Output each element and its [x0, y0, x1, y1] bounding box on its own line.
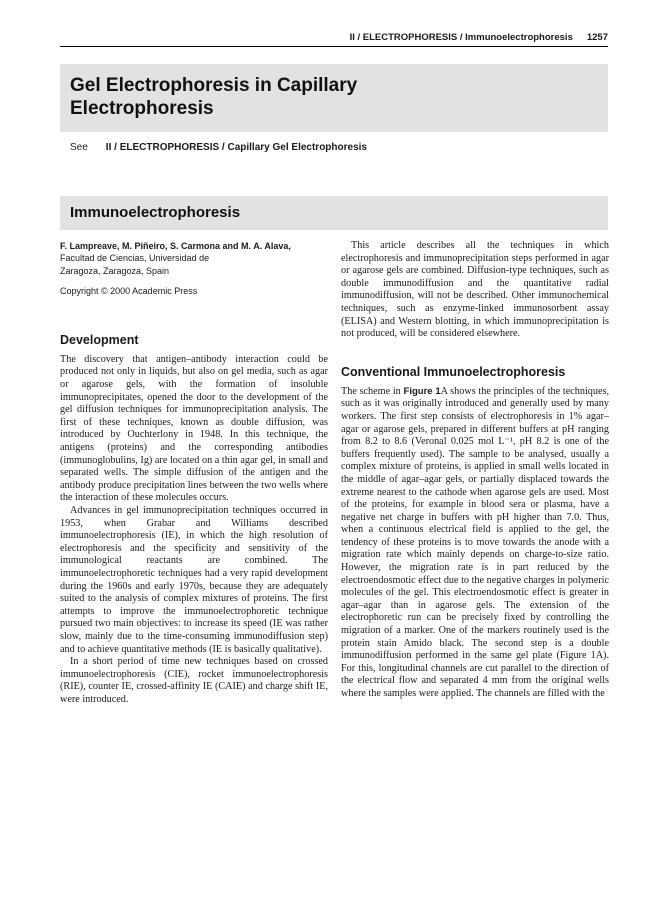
- running-head: [60, 32, 608, 43]
- section-title: Immunoelectrophoresis: [70, 204, 241, 221]
- see-also: [70, 142, 367, 153]
- development-paragraph-3: In a short period of time new techniques based on crossed immunoelectrophoresis (CIE), rocket immunoelectrophoresis (RIE), counter IE, crossed-affinity IE (CAIE) and charge shift IE, were introduced.: [60, 656, 328, 705]
- article-title-line2: Electrophoresis: [70, 98, 214, 119]
- section-title-banner: [60, 196, 608, 230]
- development-heading: Development: [60, 332, 139, 347]
- header-rule: [60, 46, 608, 47]
- running-head-title: II / ELECTROPHORESIS / Immunoelectrophoresis: [349, 32, 573, 43]
- left-column: [60, 240, 328, 707]
- paragraph-lead: The scheme in: [341, 385, 404, 397]
- affiliation-line2: Zaragoza, Zaragoza, Spain: [60, 265, 170, 276]
- development-paragraph-2: Advances in gel immunoprecipitation techniques occurred in 1953, when Grabar and Williams described immunoelectrophoresis (IE), in which the high resolution of electrophoresis and the specificity and sensitivity of the immunological reactants are combined. The immunoelectrophoretic techniques had a very rapid development during the 1960s and early 1970s, because they are adequately suited to the analysis of complex mixtures of proteins. The first attempts to improve the immunoelectrophoretic technique pursued two main objectives: to increase its speed (IE was rather slow, mainly due to the time-consuming immunodiffusion step) and to achieve quantitative methods (IE is basically qualitative).: [60, 505, 328, 655]
- see-label: See: [70, 142, 88, 153]
- conventional-ie-paragraph: [341, 386, 609, 701]
- conventional-ie-heading: Conventional Immunoelectrophoresis: [341, 364, 566, 379]
- copyright-notice: Copyright © 2000 Academic Press: [60, 285, 198, 296]
- see-also-link[interactable]: II / ELECTROPHORESIS / Capillary Gel Electrophoresis: [105, 142, 367, 153]
- paragraph-body: A shows the principles of the techniques, such as it was originally introduced and generally used by many workers. The first step consists of electrophoresis in 1% agar–agar or agarose gels, prepared in different buffers at pH ranging from 8.2 to 8.6 (Veronal 0.025 mol L⁻¹, pH 8.2 is one of the buffers frequently used). The sample to be analysed, usually a complex mixture of proteins, is applied in small wells located in the middle of agar–agar gels, or partially displaced towards the extreme nearest to the cathode when agarose gels are used. Most of the proteins, for example in blood sera or plasma, have a negative net charge in buffers with pH higher than 7.0. Thus, when a continuous electrical field is applied to the gel, the tendency of these proteins is to move towards the anode with a migration rate which mainly depends on charge-to-size ratio. However, the migration rate is in part reduced by the electroendosmotic effect due to the negative charges in polymeric molecules of the gel. This electroendosmotic effect is greater in agar–agar than in agarose gels. The extension of the electrophoretic run can be precisely fixed by controlling the migration of a marker. One of the markers routinely used is the protein stain Amido black. The second step is a double immunodiffusion performed in the same gel plate (Figure 1A). For this, longitudinal channels are cut parallel to the direction of the electrical flow and separated 4 mm from the original wells where the samples were applied. The channels are filled with the: [341, 385, 609, 699]
- figure-1-link[interactable]: Figure 1: [403, 385, 441, 397]
- author-block: [60, 240, 328, 277]
- article-title-banner: [60, 64, 608, 132]
- author-names: F. Lampreave, M. Piñeiro, S. Carmona and M. A. Alava,: [60, 241, 291, 251]
- page-number: 1257: [586, 32, 608, 43]
- development-paragraph-1: The discovery that antigen–antibody interaction could be produced not only in liquids, but also on gel media, such as agar or agarose gels, with the formation of insoluble immunoprecipitates, opened the door to the development of the gel diffusion techniques for immunoprecipitation analysis. The first of these techniques, known as double diffusion, was introduced by Ouchterlony in 1948. In this technique, the antigens (proteins) and the corresponding antibodies (immunoglobulins, Ig) are located on a thin agar gel, in small and separated wells. The simple diffusion of the antigen and the antibody produce precipitation lines between the two wells where the interaction of these molecules occurs.: [60, 353, 328, 504]
- article-title-line1: Gel Electrophoresis in Capillary: [70, 75, 358, 96]
- affiliation-line1: Facultad de Ciencias, Universidad de: [60, 253, 210, 264]
- intro-paragraph: This article describes all the techniques in which electrophoresis and immunoprecipitation steps performed in agar or agarose gels are combined. Diffusion-type techniques, such as double immunodiffusion and the quantitative radial immunodiffusion, will not be described. Other immunochemical techniques, such as enzyme-linked immunosorbent assay (ELISA) and Western blotting, in which immunoprecipitation is not produced, will be considered elsewhere.: [341, 240, 609, 340]
- right-column: [341, 240, 609, 701]
